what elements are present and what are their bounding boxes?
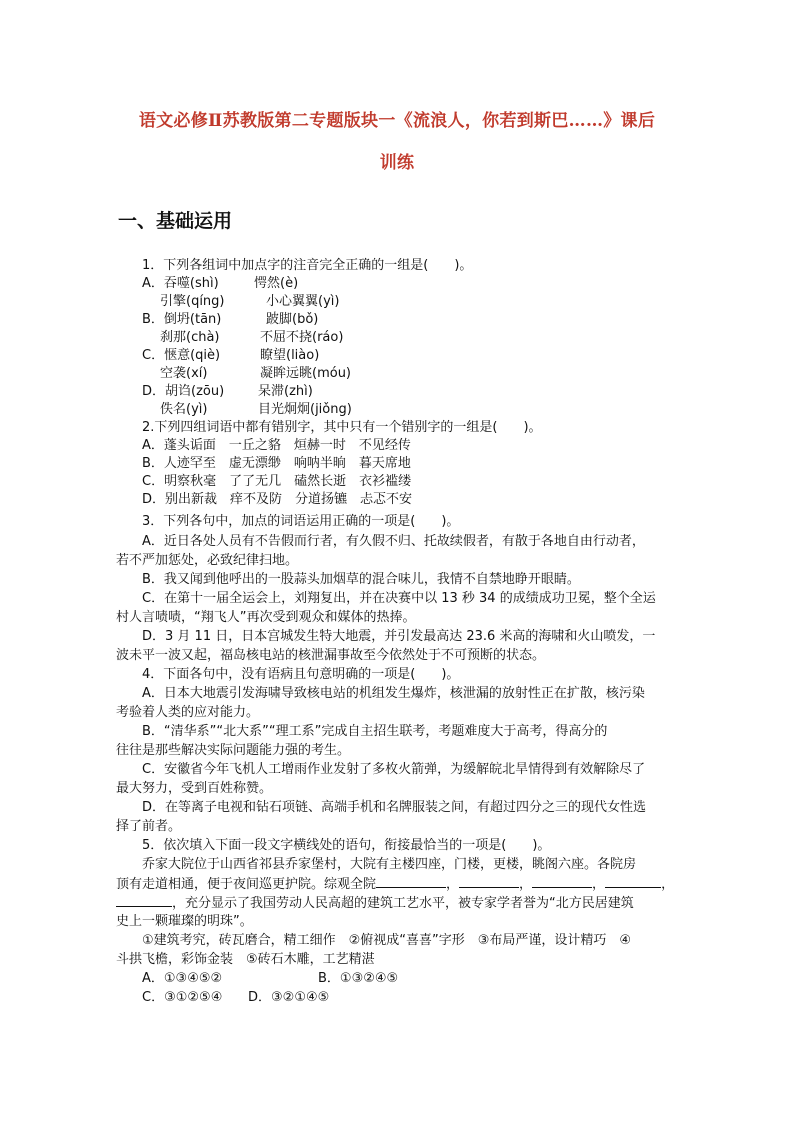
question-3-stem: 3．下列各句中，加点的词语运用正确的一项是( )。 — [142, 514, 460, 529]
question-4-option-d-line-2: 择了前者。 — [116, 819, 182, 834]
question-5-items-line-2: 斗拱飞檐，彩饰金装 ⑤砖石木雕，工艺精湛 — [116, 952, 375, 967]
section-heading: 一、基础运用 — [118, 210, 233, 232]
question-4-option-b-line-2: 往往是那些解决实际问题能力强的考生。 — [116, 743, 351, 758]
question-2-stem: 2.下列四组词语中都有错别字，其中只有一个错别字的一组是( )。 — [142, 420, 542, 435]
question-2-option-d: D．别出新裁 痒不及防 分道扬镳 忐忑不安 — [142, 492, 413, 507]
question-5-passage-line-4: 史上一颗璀璨的明珠”。 — [116, 914, 253, 929]
question-2-option-a: A．蓬头诟面 一丘之貉 烜赫一时 不见经传 — [142, 438, 411, 453]
question-3-option-c-line-2: 村人言啧啧，“翔飞人”再次受到观众和媒体的热捧。 — [116, 610, 416, 625]
question-1-option-c-word-2: 瞭望(liào) — [260, 348, 320, 363]
question-5-stem: 5．依次填入下面一段文字横线处的语句，衔接最恰当的一项是( )。 — [142, 838, 551, 853]
question-4-option-a-line-1: A．日本大地震引发海啸导致核电站的机组发生爆炸，核泄漏的放射性正在扩散，核污染 — [142, 686, 645, 701]
blank-1 — [376, 875, 446, 888]
question-4-option-b-line-1: B．“清华系”“北大系”“理工系”完成自主招生联考，考题难度大于高考，得高分的 — [142, 724, 608, 739]
question-4-option-d-line-1: D．在等离子电视和钻石项链、高端手机和名牌服装之间，有超过四分之三的现代女性选 — [142, 800, 647, 815]
question-5-passage-line-3 — [116, 894, 634, 913]
question-5-option-c: C．③①②⑤④ — [142, 990, 223, 1005]
question-3-option-b: B．我又闻到他呼出的一股蒜头加烟草的混合味儿，我情不自禁地睁开眼睛。 — [142, 572, 580, 587]
question-4-option-c-line-2: 最大努力，受到百姓称赞。 — [116, 781, 273, 796]
blank-separator: ， — [446, 877, 460, 892]
question-4-option-a-line-2: 考验着人类的应对能力。 — [116, 705, 260, 720]
question-1-option-d-word-2: 呆滞(zhì) — [258, 384, 313, 399]
question-3-option-a-line-2: 若不严加惩处，必致纪律扫地。 — [116, 553, 299, 568]
question-1-option-c-word-3: 空袭(xí) — [160, 366, 208, 381]
question-1-option-d-word-1: D．胡诌(zōu) — [142, 384, 225, 399]
question-1-option-d-word-3: 佚名(yì) — [160, 402, 208, 417]
question-1-option-d-word-4: 目光炯炯(jiǒng) — [258, 402, 352, 417]
passage-text: ，充分显示了我国劳动人民高超的建筑工艺水平，被专家学者誉为“北方民居建筑 — [172, 896, 634, 911]
question-2-option-c: C．明察秋毫 了了无几 磕然长逝 衣衫褴缕 — [142, 474, 412, 489]
question-3-option-d-line-2: 波未平一波又起，福岛核电站的核泄漏事故至今依然处于不可预断的状态。 — [116, 648, 546, 663]
question-5-passage-line-1: 乔家大院位于山西省祁县乔家堡村，大院有主楼四座，门楼，更楼，眺阁六座。各院房 — [142, 857, 637, 872]
question-1-option-b-word-3: 刹那(chà) — [160, 330, 220, 345]
question-1-option-a-word-3: 引擎(qíng) — [160, 294, 225, 309]
document-title-line-1: 语文必修Ⅱ苏教版第二专题版块一《流浪人，你若到斯巴……》课后 — [138, 111, 656, 131]
blank-5 — [116, 894, 172, 907]
question-1-option-c-word-1: C．惬意(qiè) — [142, 348, 221, 363]
blank-separator: ， — [661, 877, 675, 892]
blank-2 — [459, 875, 519, 888]
question-1-option-b-word-2: 跛脚(bǒ) — [266, 312, 319, 327]
passage-text: 顶有走道相通，便于夜间巡更护院。综观全院 — [116, 877, 377, 892]
question-5-option-b: B．①③②④⑤ — [318, 971, 399, 986]
question-1-option-a-word-4: 小心翼翼(yì) — [266, 294, 340, 309]
question-2-option-b: B．人迹罕至 虚无漂缈 响呐半晌 暮天席地 — [142, 456, 411, 471]
blank-separator: ， — [592, 877, 606, 892]
question-1-stem: 1．下列各组词中加点字的注音完全正确的一组是( )。 — [142, 258, 473, 273]
blank-3 — [532, 875, 592, 888]
question-5-option-a: A．①③④⑤② — [142, 971, 223, 986]
question-4-stem: 4．下面各句中，没有语病且句意明确的一项是( )。 — [142, 667, 460, 682]
question-1-option-a-word-2: 愕然(è) — [254, 276, 299, 291]
question-1-option-b-word-1: B．倒坍(tān) — [142, 312, 222, 327]
question-5-passage-line-2 — [116, 875, 674, 894]
blank-separator: ， — [519, 877, 533, 892]
question-1-option-c-word-4: 凝眸远眺(móu) — [260, 366, 352, 381]
question-1-option-a-word-1: A．吞噬(shì) — [142, 276, 219, 291]
question-3-option-a-line-1: A．近日各处人员有不告假而行者，有久假不归、托故续假者，有散于各地自由行动者， — [142, 534, 645, 549]
question-4-option-c-line-1: C．安徽省今年飞机人工增雨作业发射了多枚火箭弹，为缓解皖北旱情得到有效解除尽了 — [142, 762, 646, 777]
question-3-option-c-line-1: C．在第十一届全运会上，刘翔复出，并在决赛中以 13 秒 34 的成绩成功卫冕，整个全运 — [142, 591, 656, 606]
document-title-line-2: 训练 — [379, 153, 415, 173]
question-5-option-d: D．③②①④⑤ — [248, 990, 330, 1005]
blank-4 — [605, 875, 661, 888]
question-3-option-d-line-1: D．3 月 11 日，日本宫城发生特大地震，并引发最高达 23.6 米高的海啸和火山喷发，一 — [142, 629, 656, 644]
question-5-items-line-1: ①建筑考究，砖瓦磨合，精工细作 ②俯视成“喜喜”字形 ③布局严谨，设计精巧 ④ — [142, 933, 632, 948]
question-1-option-b-word-4: 不屈不挠(ráo) — [260, 330, 344, 345]
